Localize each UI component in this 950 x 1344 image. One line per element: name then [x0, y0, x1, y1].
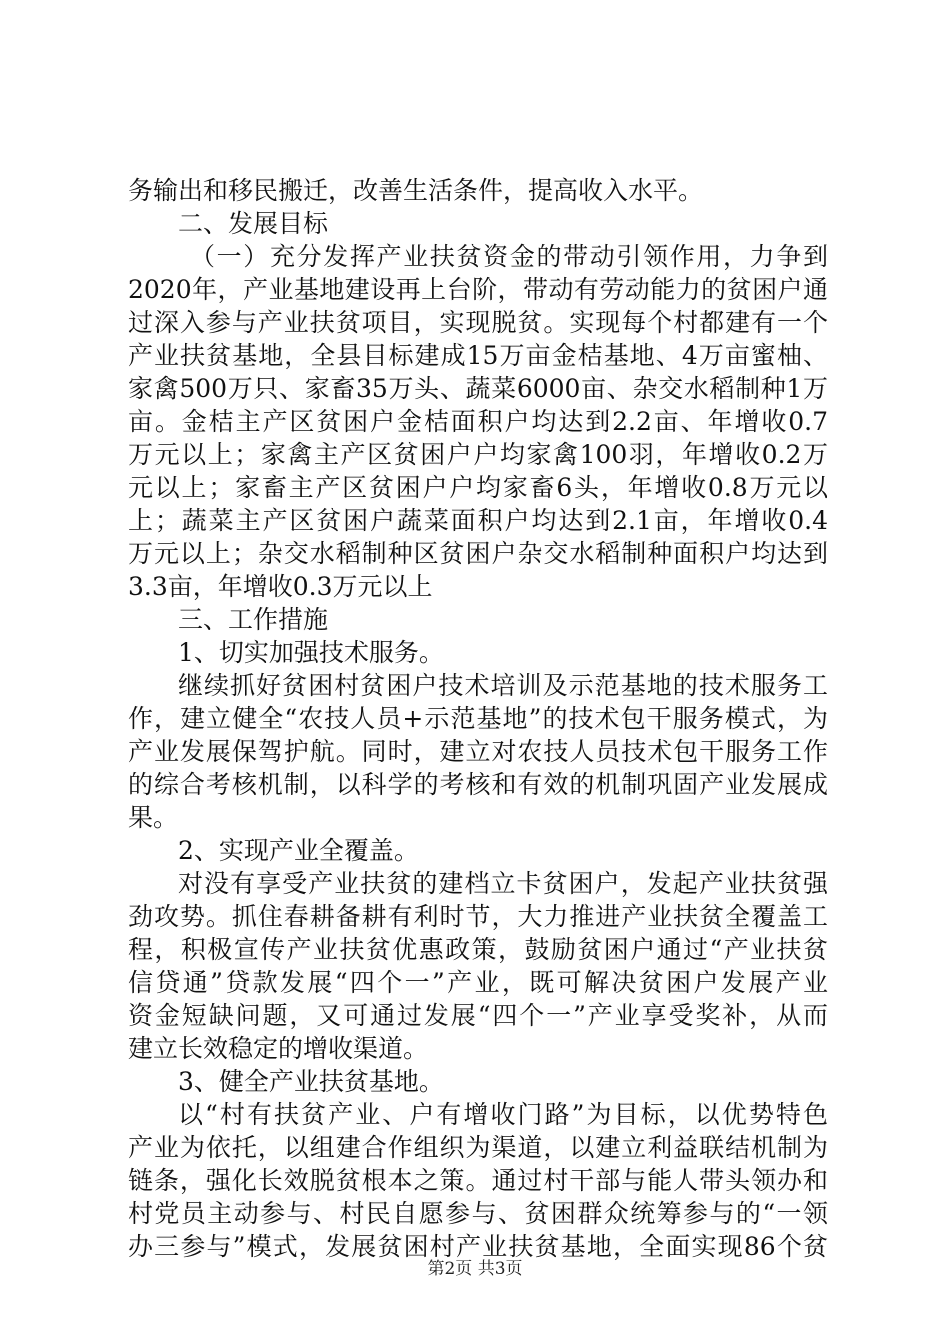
text-line: 程，积极宣传产业扶贫优惠政策，鼓励贫困户通过“产业扶贫: [128, 935, 828, 964]
text-line: 劲攻势。抓住春耕备耕有利时节，大力推进产业扶贫全覆盖工: [128, 902, 828, 931]
text-line: 链条，强化长效脱贫根本之策。通过村干部与能人带头领办和: [128, 1166, 828, 1195]
text-line: 过深入参与产业扶贫项目，实现脱贫。实现每个村都建有一个: [128, 308, 828, 337]
text-line: 产业扶贫基地，全县目标建成15万亩金桔基地、4万亩蜜柚、: [128, 341, 828, 370]
text-line: 的综合考核机制，以科学的考核和有效的机制巩固产业发展成: [128, 770, 828, 799]
section-heading: 二、发展目标: [178, 209, 329, 238]
text-line: 对没有享受产业扶贫的建档立卡贫困户，发起产业扶贫强: [178, 869, 828, 898]
text-line: 3.3亩，年增收0.3万元以上: [128, 572, 433, 601]
text-line: 元以上；家畜主产区贫困户户均家畜6头，年增收0.8万元以: [128, 473, 828, 502]
text-line: 作，建立健全“农技人员+示范基地”的技术包干服务模式，为: [128, 704, 828, 733]
subsection-heading: 2、实现产业全覆盖。: [178, 836, 419, 865]
text-line: 建立长效稳定的增收渠道。: [128, 1034, 429, 1063]
document-body: [128, 174, 828, 1263]
text-line: 办三参与”模式，发展贫困村产业扶贫基地，全面实现86个贫: [128, 1232, 828, 1261]
text-line: 万元以上；杂交水稻制种区贫困户杂交水稻制种面积户均达到: [128, 539, 828, 568]
text-line: 产业发展保驾护航。同时，建立对农技人员技术包干服务工作: [128, 737, 828, 766]
text-line: 村党员主动参与、村民自愿参与、贫困群众统筹参与的“一领: [128, 1199, 828, 1228]
text-line: 以“村有扶贫产业、户有增收门路”为目标，以优势特色: [178, 1100, 828, 1129]
text-line: 上；蔬菜主产区贫困户蔬菜面积户均达到2.1亩，年增收0.4: [128, 506, 828, 535]
text-line: 万元以上；家禽主产区贫困户户均家禽100羽，年增收0.2万: [128, 440, 828, 469]
text-line: 2020年，产业基地建设再上台阶，带动有劳动能力的贫困户通: [128, 275, 828, 304]
section-heading: 三、工作措施: [178, 605, 329, 634]
text-line: 资金短缺问题，又可通过发展“四个一”产业享受奖补，从而: [128, 1001, 828, 1030]
text-line: 务输出和移民搬迁，改善生活条件，提高收入水平。: [128, 176, 704, 205]
text-line: 亩。金桔主产区贫困户金桔面积户均达到2.2亩、年增收0.7: [128, 407, 828, 436]
text-line: 继续抓好贫困村贫困户技术培训及示范基地的技术服务工: [178, 671, 828, 700]
text-line: 家禽500万只、家畜35万头、蔬菜6000亩、杂交水稻制种1万: [128, 374, 828, 403]
text-line: 产业为依托，以组建合作组织为渠道，以建立利益联结机制为: [128, 1133, 828, 1162]
text-line: 信贷通”贷款发展“四个一”产业，既可解决贫困户发展产业: [128, 968, 828, 997]
text-line: （一）充分发挥产业扶贫资金的带动引领作用，力争到: [190, 242, 828, 271]
subsection-heading: 1、切实加强技术服务。: [178, 638, 444, 667]
text-line: 果。: [128, 803, 179, 832]
page-number-footer: 第2页 共3页: [427, 1259, 523, 1279]
subsection-heading: 3、健全产业扶贫基地。: [178, 1067, 444, 1096]
